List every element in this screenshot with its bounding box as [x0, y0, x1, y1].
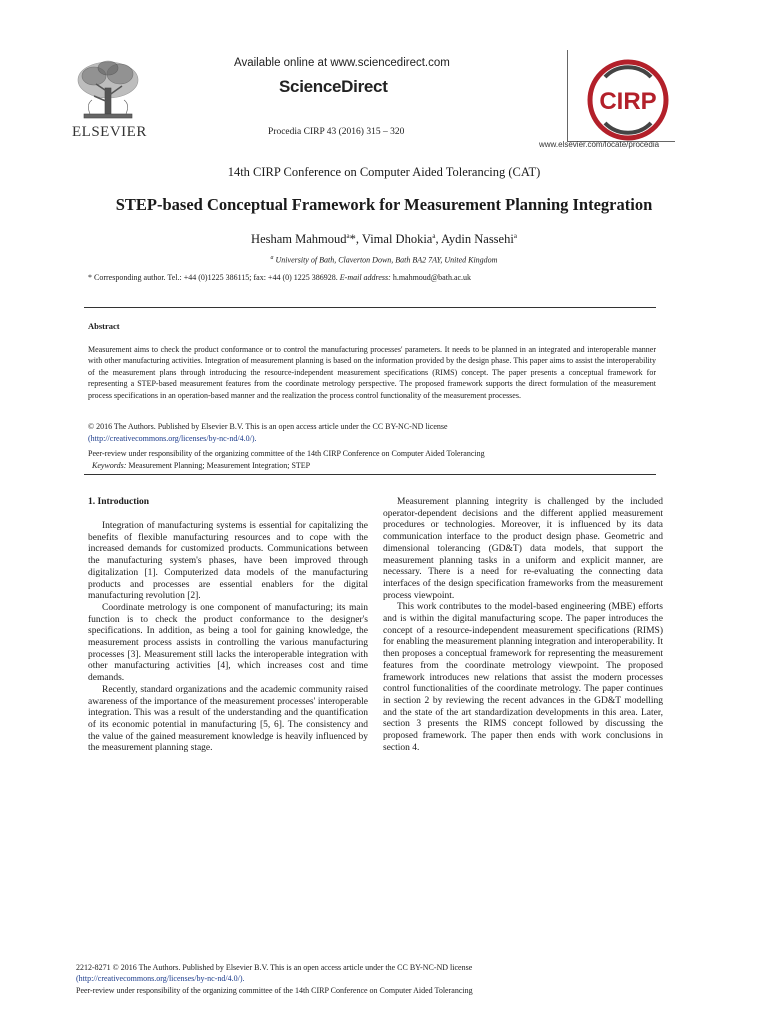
license-link[interactable] — [88, 433, 256, 444]
publisher-name: ELSEVIER — [72, 124, 147, 140]
corresponding-author — [88, 273, 471, 282]
copyright-line: © 2016 The Authors. Published by Elsevier B.V. This is an open access article under the CC BY-NC-ND license — [88, 422, 448, 431]
author-name: Vimal Dhokia — [361, 232, 433, 247]
keywords-line — [92, 460, 310, 471]
affiliation-text: University of Bath, Claverton Down, Bath BA2 7AY, United Kingdom — [275, 255, 498, 265]
author-mark: a — [513, 232, 517, 240]
divider-bottom — [84, 474, 656, 475]
author-list: Hesham Mahmoud$^a$*, Vimal Dhokia$^a$, Aydin Nassehi$^a$ — [251, 232, 517, 247]
journal-reference: Procedia CIRP 43 (2016) 315 – 320 — [268, 127, 405, 137]
footer-copyright: 2212-8271 © 2016 The Authors. Published by Elsevier B.V. This is an open access article under the CC BY-NC-ND license — [76, 963, 473, 972]
affiliation-mark: a — [270, 255, 274, 261]
right-column — [383, 497, 663, 754]
keywords-label: Keywords: — [92, 461, 127, 470]
author-mark: a — [346, 232, 350, 240]
section-heading: 1. Introduction — [88, 497, 150, 507]
footer-notice — [76, 962, 473, 996]
author-name: Aydin Nassehi — [441, 232, 514, 247]
corresponding-contact: * Corresponding author. Tel.: +44 (0)1225 386115; fax: +44 (0) 1225 386928. — [88, 273, 340, 282]
footer-license-link[interactable]: (http://creativecommons.org/licenses/by-nc-nd/4.0/). — [76, 974, 245, 984]
license-url[interactable]: (http://creativecommons.org/licenses/by-nc-nd/4.0/). — [88, 434, 257, 443]
divider-top — [84, 307, 656, 308]
abstract-text: Measurement aims to check the product conformance or to control the manufacturing processes' parameters. It needs to be planned in an integrated and interoperable manner with other manufacturing activities. Integration of measurement planning is based on the information provided by the design phase. This paper aims to assist the interoperability of the measurement plans through introducing the resource-independent measurement specifications (RIMS) concept. The paper presents a conceptual framework for representing a STEP-based measurement features from the coordinate metrology perspective. The proposed framework supports the direct formulation of the measurement process specifications in an operation-based manner and the realization the process control functionality of the measurement processes. — [88, 345, 656, 400]
peer-review-line: Peer-review under responsibility of the organizing committee of the 14th CIRP Conference on Computer Aided Tolerancing — [88, 449, 485, 458]
email-label: E-mail address: — [339, 273, 391, 282]
email-address[interactable]: h.mahmoud@bath.ac.uk — [390, 273, 472, 282]
sciencedirect-brand[interactable]: ScienceDirect — [279, 77, 388, 96]
left-column — [88, 521, 368, 755]
paper-title: STEP-based Conceptual Framework for Measurement Planning Integration — [115, 195, 653, 214]
keywords-text: Measurement Planning; Measurement Integration; STEP — [126, 461, 311, 470]
abstract-heading: Abstract — [88, 321, 120, 331]
corresponding-mark: * — [349, 232, 356, 247]
affiliation — [0, 255, 768, 265]
footer-peer-review: Peer-review under responsibility of the organizing committee of the 14th CIRP Conference on Computer Aided Tolerancing — [76, 985, 473, 995]
available-online-text[interactable]: Available online at www.sciencedirect.com — [234, 57, 450, 69]
paragraph: Coordinate metrology is one component of manufacturing; its main function is to check the product conformance to the designer's specifications. In addition, as being a tool for gaining knowledge, the measurement process assists in controlling the various manufacturing processes [3]. Measurement still lacks the interoperable integration with other manufacturing activities [4], which increases cost and time demands. — [88, 602, 368, 684]
conference-name: 14th CIRP Conference on Computer Aided Tolerancing (CAT) — [227, 165, 541, 179]
paragraph: Recently, standard organizations and the academic community raised awareness of the importance of the measurement processes' interoperable integration. This was a result of the understanding and the quantification of its economic potential in manufacturing [5, 6]. The consistency and the value of the gained measurement knowledge is heavily influenced by the measurement planning stage. — [88, 684, 368, 754]
cirp-logo-icon — [585, 57, 671, 143]
journal-url-link[interactable]: www.elsevier.com/locate/procedia — [539, 140, 660, 149]
author-name: Hesham Mahmoud — [251, 232, 347, 247]
paragraph: This work contributes to the model-based engineering (MBE) efforts and is within the digital manufacturing scope. The paper introduces the concept of a resource-independent measurement specifications (RIMS) for enabling the measurement planning integration and interoperability. It then proposes a conceptual framework for representing the measurement features from the coordinate metrology viewpoint. The proposed framework introduces new relations that assist the modern processes control functionalities of the coordinate metrology. The paper continues in section 2 by reviewing the recent advances in the GD&T modelling and the state of the art standardization developments in this area. Later, section 3 presents the RIMS concept followed by discussing the proposed framework. The paper then ends with work conclusions in section 4. — [383, 602, 663, 753]
author-mark: a — [432, 232, 436, 240]
paragraph: Measurement planning integrity is challenged by the included operator-dependent decisions and the different applied measurement procedures or technologies. Moreover, it is influenced by its data communication interface to the product design phase. Geometric and dimensional tolerancing (GD&T) data models, that support the measurement planning tasks in a uniform and explicit manner, are necessary. There is a need for re-evaluating the connecting data interfaces of the design specification frameworks from the measurement process viewpoint. — [383, 497, 663, 601]
paragraph: Integration of manufacturing systems is essential for capitalizing the benefits of flexible manufacturing resources and to cope with the increased demands for customized products. Communications between the manufacturing system's phases, have been improved through digitalization [1]. Computerized data models of the manufacturing products and processes are essential enablers for the digital manufacturing revolution [2]. — [88, 521, 368, 602]
cirp-logo-text: CIRP — [599, 88, 657, 115]
